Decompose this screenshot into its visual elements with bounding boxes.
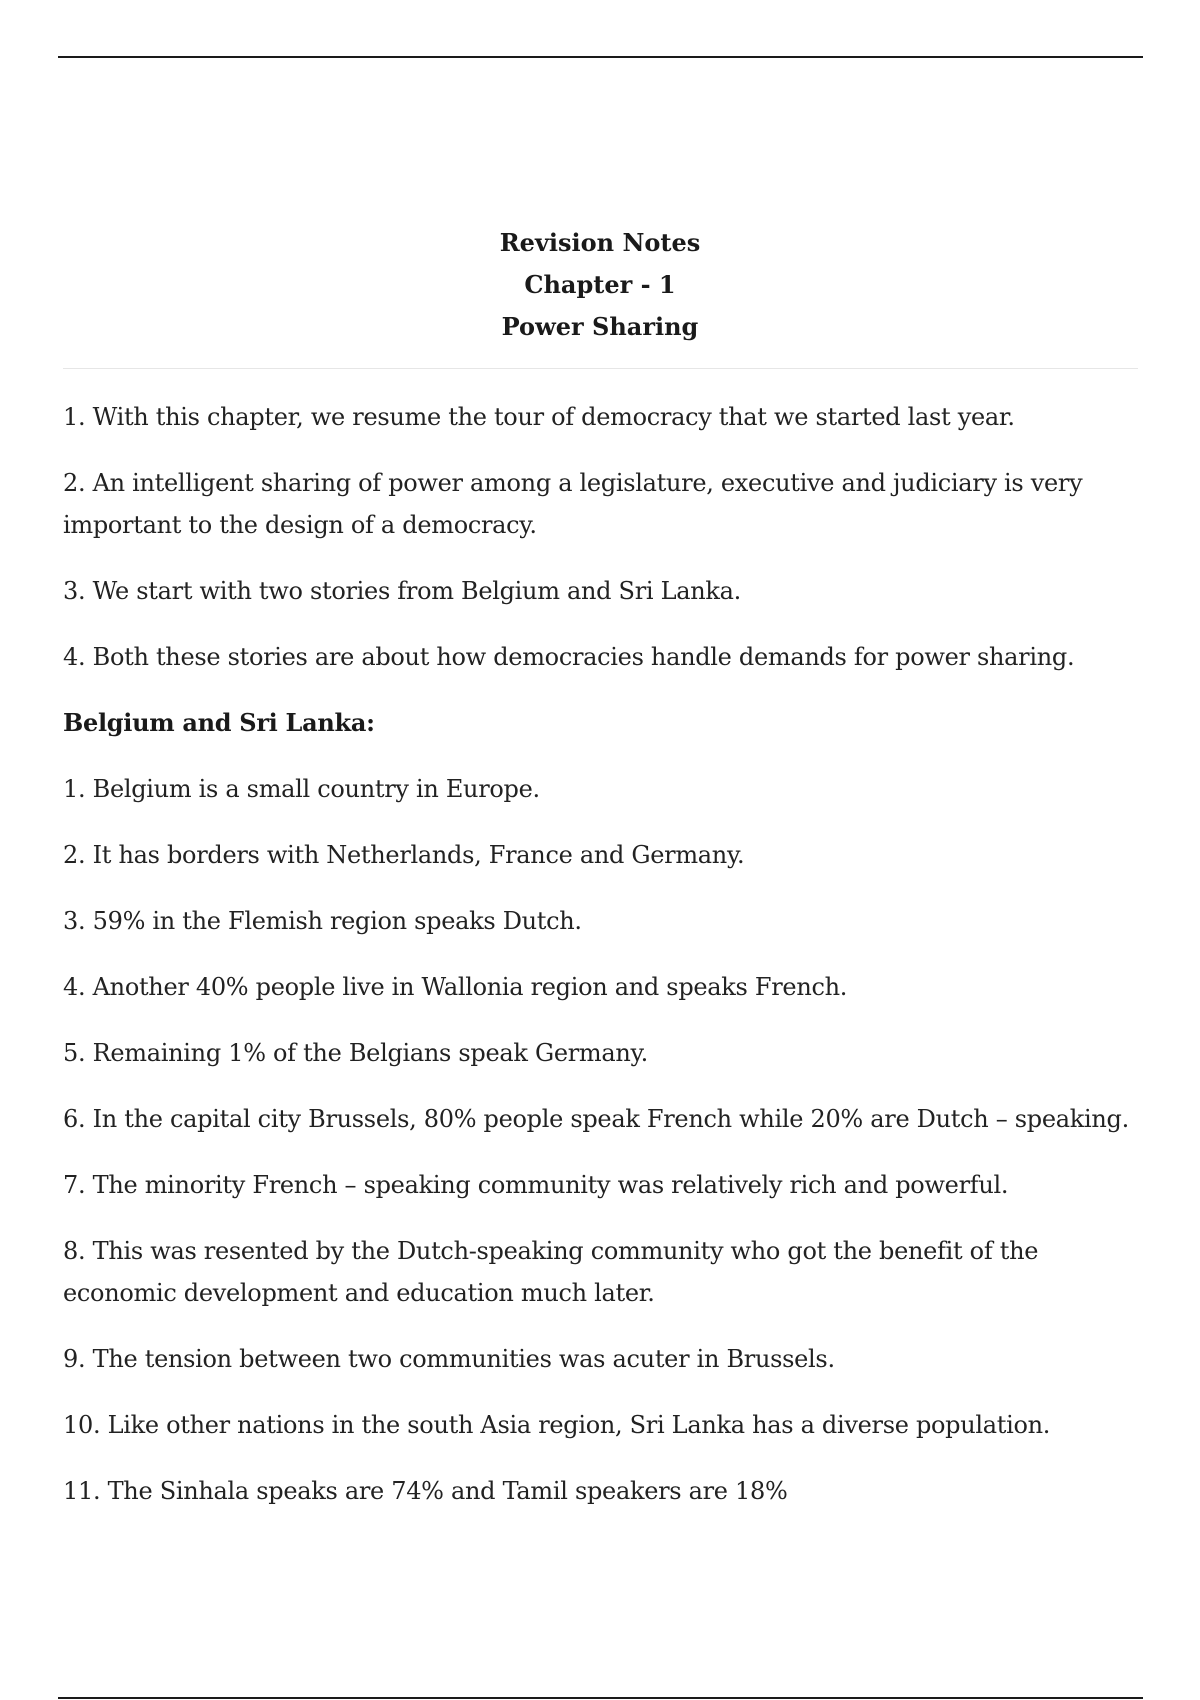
section-point: 11. The Sinhala speaks are 74% and Tamil speakers are 18% [63,1477,788,1505]
document-heading [0,222,1200,348]
section-point: 1. Belgium is a small country in Europe. [63,775,540,803]
intro-point: 3. We start with two stories from Belgium and Sri Lanka. [63,577,741,605]
section-point: 9. The tension between two communities was acuter in Brussels. [63,1345,835,1373]
heading-topic: Power Sharing [501,312,699,341]
bottom-rule [58,1697,1143,1699]
heading-title: Revision Notes [499,228,701,257]
document-body [63,396,1148,1536]
section-point: 5. Remaining 1% of the Belgians speak Germany. [63,1039,648,1067]
intro-point: 4. Both these stories are about how democracies handle demands for power sharing. [63,643,1075,671]
section-point: 3. 59% in the Flemish region speaks Dutch. [63,907,582,935]
intro-point: 2. An intelligent sharing of power among a legislature, executive and judiciary is very important to the design of a democracy. [63,469,1083,539]
heading-chapter: Chapter - 1 [524,270,676,299]
top-rule [58,56,1143,58]
intro-point: 1. With this chapter, we resume the tour of democracy that we started last year. [63,403,1015,431]
section-point: 8. This was resented by the Dutch-speaking community who got the benefit of the economic development and education much later. [63,1237,1039,1307]
section-point: 7. The minority French – speaking community was relatively rich and powerful. [63,1171,1009,1199]
section-point: 6. In the capital city Brussels, 80% people speak French while 20% are Dutch – speaking. [63,1105,1129,1133]
section-point: 10. Like other nations in the south Asia region, Sri Lanka has a diverse population. [63,1411,1051,1439]
section-point: 4. Another 40% people live in Wallonia region and speaks French. [63,973,848,1001]
section-title: Belgium and Sri Lanka: [63,708,375,737]
heading-divider [63,368,1138,369]
section-point: 2. It has borders with Netherlands, France and Germany. [63,841,745,869]
